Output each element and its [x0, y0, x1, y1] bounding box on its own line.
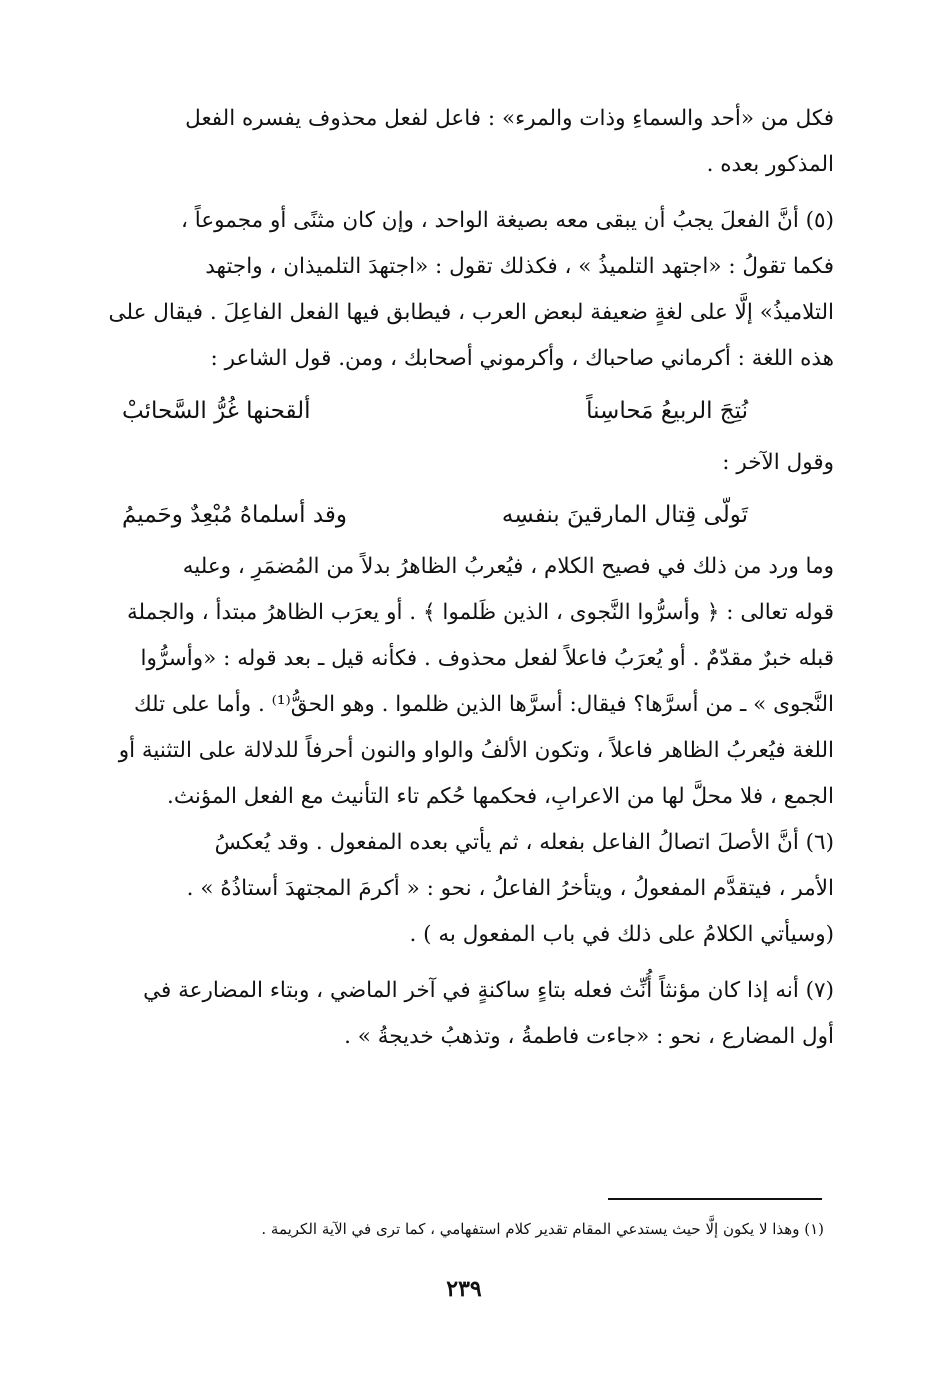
paragraph-wama-warad: [92, 544, 834, 820]
verse-first-hemistich: تَولّى قِتال المارقينَ بنفسِه: [501, 502, 748, 528]
paragraph-point-5: [92, 198, 834, 382]
verse-second-hemistich: ألقحنها غُرُّ السَّحائبْ: [122, 398, 311, 424]
text-line: (٥) أنَّ الفعلَ يجبُ أن يبقى معه بصيغة الواحد ، وإن كان مثنًى أو مجموعاً ،: [181, 208, 834, 233]
paragraph-other-poet: [92, 440, 834, 486]
text-line: الجمع ، فلا محلَّ لها من الاعرابِ، فحكمها حُكم تاء التأنيث مع الفعل المؤنث.: [166, 784, 834, 809]
text-line: المذكور بعده .: [706, 152, 834, 177]
verse-second-hemistich: وقد أسلماهُ مُبْعِدٌ وحَميمُ: [122, 502, 348, 528]
main-text: [92, 96, 834, 1060]
poem-verse-1: [92, 382, 834, 440]
text-line: هذه اللغة : أكرماني صاحباك ، وأكرموني أصحابك ، ومن. قول الشاعر :: [210, 346, 834, 371]
text-line: التلاميذُ» إلَّا على لغةٍ ضعيفة لبعض العرب ، فيطابق فيها الفعل الفاعِلَ . فيقال على: [108, 300, 834, 325]
verse-first-hemistich: نُتِجَ الربيعُ مَحاسِناً: [586, 398, 748, 424]
footnote-divider: [608, 1198, 822, 1200]
text-line: (٧) أنه إذا كان مؤنثاً أُنِّث فعله بتاءٍ ساكنةٍ في آخر الماضي ، وبتاء المضارعة في: [143, 978, 834, 1003]
text-line: الأمر ، فيتقدَّم المفعولُ ، ويتأخرُ الفاعلُ ، نحو : « أكرمَ المجتهدَ أستاذُهُ » .: [186, 876, 834, 901]
text-line: فكل من «أحد والسماءِ وذات والمرء» : فاعل لفعل محذوف يفسره الفعل: [185, 106, 834, 131]
page-number: ٢٣٩: [446, 1276, 482, 1302]
text-line: (وسيأتي الكلامُ على ذلك في باب المفعول به ) .: [409, 922, 834, 947]
text-line: النَّجوى » ـ من أسرَّها؟ فيقال: أسرَّها الذين ظلموا . وهو الحقُّ⁽¹⁾ . وأما على تلك: [133, 692, 834, 717]
paragraph-point-7: [92, 968, 834, 1060]
text-line: أول المضارع ، نحو : «جاءت فاطمةُ ، وتذهبُ خديجةُ » .: [344, 1024, 834, 1049]
footnote: (١) وهذا لا يكون إلَّا حيث يستدعي المقام تقدير كلام استفهامي ، كما ترى في الآية الكريمة .: [261, 1220, 824, 1238]
text-line: اللغة فيُعربُ الظاهر فاعلاً ، وتكون الألفُ والواو والنون أحرفاً للدلالة على التثنية أو: [118, 738, 834, 763]
paragraph-point-6: [92, 820, 834, 958]
text-line: (٦) أنَّ الأصلَ اتصالُ الفاعل بفعله ، ثم يأتي بعده المفعول . وقد يُعكسُ: [214, 830, 834, 855]
text-line: فكما تقولُ : «اجتهد التلميذُ » ، فكذلك تقول : «اجتهدَ التلميذان ، واجتهد: [205, 254, 834, 279]
text-line: وما ورد من ذلك في فصيح الكلام ، فيُعربُ الظاهرُ بدلاً من المُضمَرِ ، وعليه: [182, 554, 834, 579]
poem-verse-2: [92, 486, 834, 544]
text-line: قوله تعالى : ﴿ وأسرُّوا النَّجوى ، الذين ظَلموا ﴾ . أو يعرَب الظاهرُ مبتدأ ، والجملة: [127, 600, 834, 625]
text-line: قبله خبرٌ مقدّمٌ . أو يُعرَبُ فاعلاً لفعل محذوف . فكأنه قيل ـ بعد قوله : «وأسرُّوا: [140, 646, 834, 671]
text-line: وقول الآخر :: [722, 450, 834, 475]
paragraph-fakul: [92, 96, 834, 188]
